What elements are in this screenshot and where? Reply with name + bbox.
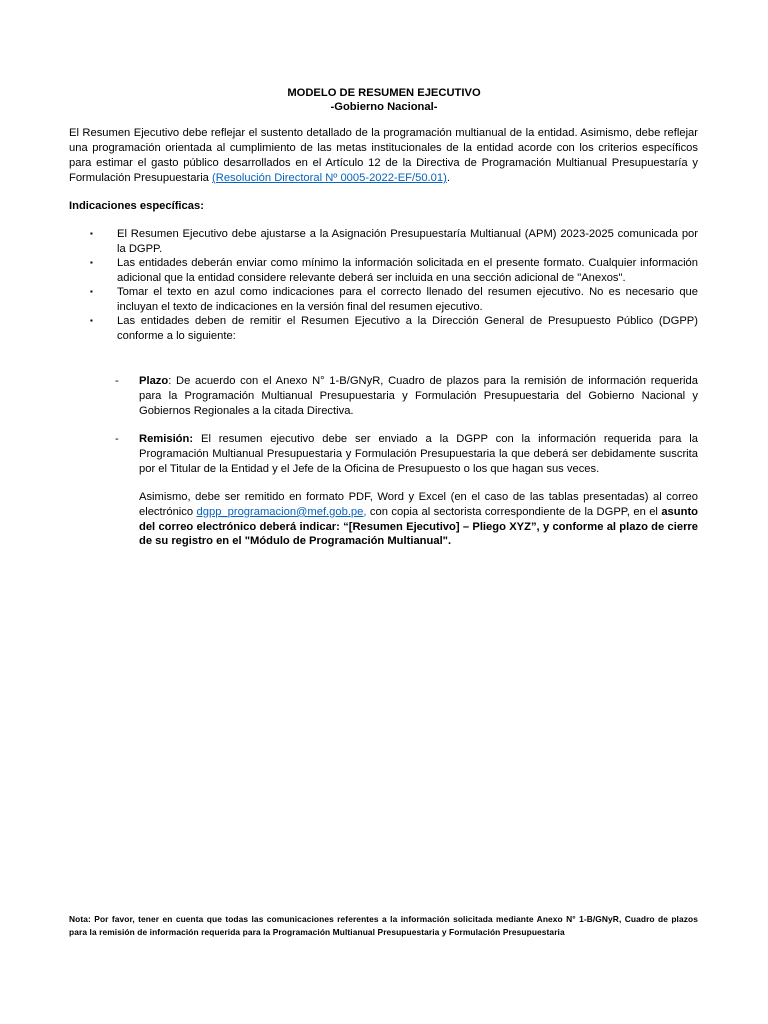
resolution-link[interactable]: (Resolución Directoral Nº 0005-2022-EF/50.01) [212,172,447,184]
list-item [69,227,698,256]
plazo-item [69,374,698,418]
intro-paragraph [69,126,698,186]
instructions-list [69,227,698,343]
list-item [69,314,698,343]
remision-body [139,432,698,476]
remision-item [69,432,698,476]
intro-end: . [446,172,450,184]
intro-text: El Resumen Ejecutivo debe reflejar el sustento detallado de la programación multianual de la entidad. Asimismo, debe reflejar una programación orientada al cumplimiento de las metas institucionales de la entidad acorde con los criterios específicos para estimar el gasto público desarrollados en el Artículo 12 de la Directiva de Programación Multianual Presupuestaría y Formulación Presupuestaria [69,127,698,184]
section-heading: Indicaciones específicas: [69,200,204,212]
bullet-marker: ▪ [90,229,93,238]
bullet-marker: ▪ [90,316,93,325]
plazo-text: : De acuerdo con el Anexo N° 1-B/GNyR, Cuadro de plazos para la remisión de información requerida para la Programación Multianual Presupuestaria y Formulación Presupuestaria del Gobierno Nacional y Gobiernos Regionales a la citada Directiva. [139,375,698,417]
remision-label: Remisión: [139,433,194,445]
list-item-text: Tomar el texto en azul como indicaciones para el correcto llenado del resumen ejecutivo. No es necesario que incluyan el texto de indicaciones en la versión final del resumen ejecutivo. [117,286,698,313]
remision-text: El resumen ejecutivo debe ser enviado a la DGPP con la información requerida para la Programación Multianual Presupuestaria y Formulación Presupuestaria la que deberá ser debidamente suscrita por el Titular de la Entidad y el Jefe de la Oficina de Presupuesto o los que hagan sus veces. [139,433,698,475]
asimismo-text-start: Asimismo, debe ser remitido en formato PDF, Word y Excel (en el caso de las tablas presentadas) al correo electrónico [139,491,698,518]
document-subtitle: -Gobierno Nacional- [330,101,438,113]
list-item [69,285,698,314]
list-item [69,256,698,285]
bullet-marker: ▪ [90,258,93,267]
footer-note: Nota: Por favor, tener en cuenta que todas las comunicaciones referentes a la información solicitada mediante Anexo N° 1-B/GNyR, Cuadro de plazos para la remisión de información requerida para la Programación Multianual Presupuestaria y Formulación Presupuestaria [69,914,698,937]
plazo-body [139,374,698,418]
asimismo-paragraph [69,490,698,549]
list-item-text: Las entidades deberán enviar como mínimo la información solicitada en el presente formato. Cualquier información adicional que la entidad considere relevante deberá ser incluida en una sección adicional de "Anexos". [117,257,698,284]
asimismo-body [139,490,698,549]
asimismo-bold-text: asunto del correo electrónico deberá indicar: “[Resumen Ejecutivo] – Pliego XYZ”, y conforme al plazo de cierre de su registro en el "Módulo de Programación Multianual". [139,505,698,548]
list-item-text: Las entidades deben de remitir el Resumen Ejecutivo a la Dirección General de Presupuesto Público (DGPP) conforme a lo siguiente: [117,315,698,342]
plazo-label: Plazo [139,375,169,387]
dash-marker: - [115,433,119,445]
list-item-text: El Resumen Ejecutivo debe ajustarse a la Asignación Presupuestaría Multianual (APM) 2023-2025 comunicada por la DGPP. [117,228,698,255]
dash-marker: - [115,375,119,387]
asimismo-text-mid: con copia al sectorista correspondiente de la DGPP, en el [366,505,662,518]
bullet-marker: ▪ [90,287,93,296]
document-title: MODELO DE RESUMEN EJECUTIVO [287,87,481,99]
email-link[interactable]: dgpp_programacion@mef.gob.pe, [196,505,367,518]
